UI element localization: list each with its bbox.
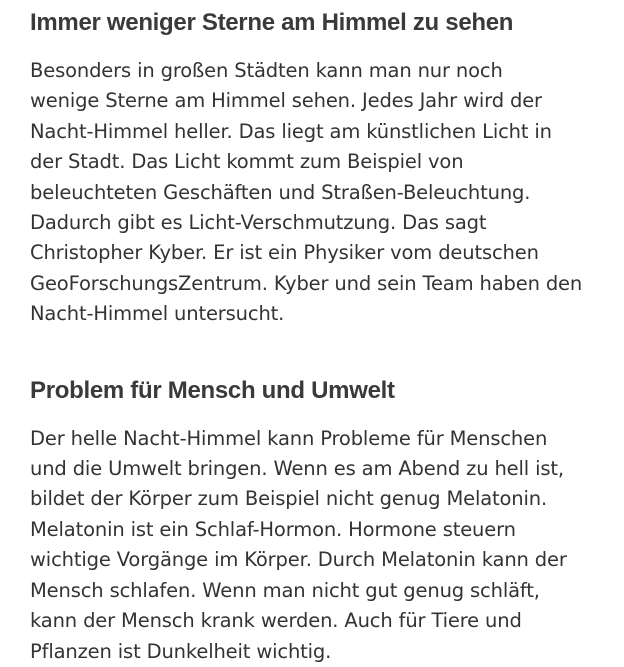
body-line: GeoForschungsZentrum. Kyber und sein Team haben den (30, 271, 583, 295)
body-line: Christopher Kyber. Er ist ein Physiker vom deutschen (30, 241, 539, 265)
section-heading: Problem für Mensch und Umwelt (30, 376, 395, 404)
body-line: Pflanzen ist Dunkelheit wichtig. (30, 639, 332, 663)
body-line: der Stadt. Das Licht kommt zum Beispiel von (30, 150, 464, 174)
body-line: wenige Sterne am Himmel sehen. Jedes Jahr wird der (30, 89, 542, 113)
body-line: Nacht-Himmel untersucht. (30, 302, 285, 326)
section-heading: Immer weniger Sterne am Himmel zu sehen (30, 9, 514, 36)
section-body (30, 424, 605, 667)
section-body (30, 56, 605, 330)
body-line: beleuchteten Geschäften und Straßen-Beleuchtung. (30, 180, 531, 204)
body-line: Mensch schlafen. Wenn man nicht gut genug schläft, (30, 578, 540, 602)
body-line: Dadurch gibt es Licht-Verschmutzung. Das sagt (30, 211, 487, 235)
body-line: kann der Mensch krank werden. Auch für Tiere und (30, 609, 522, 633)
section-human-environment (30, 374, 605, 667)
body-line: bildet der Körper zum Beispiel nicht genug Melatonin. (30, 487, 548, 511)
body-line: Der helle Nacht-Himmel kann Probleme für Menschen (30, 426, 548, 450)
body-line: Melatonin ist ein Schlaf-Hormon. Hormone steuern (30, 517, 516, 541)
body-line: Besonders in großen Städten kann man nur noch (30, 59, 503, 82)
body-line: Nacht-Himmel heller. Das liegt am künstlichen Licht in (30, 119, 552, 143)
body-line: und die Umwelt bringen. Wenn es am Abend zu hell ist, (30, 457, 564, 481)
body-line: wichtige Vorgänge im Körper. Durch Melatonin kann der (30, 548, 567, 572)
article (30, 6, 605, 667)
section-sky-brightness (30, 6, 605, 330)
